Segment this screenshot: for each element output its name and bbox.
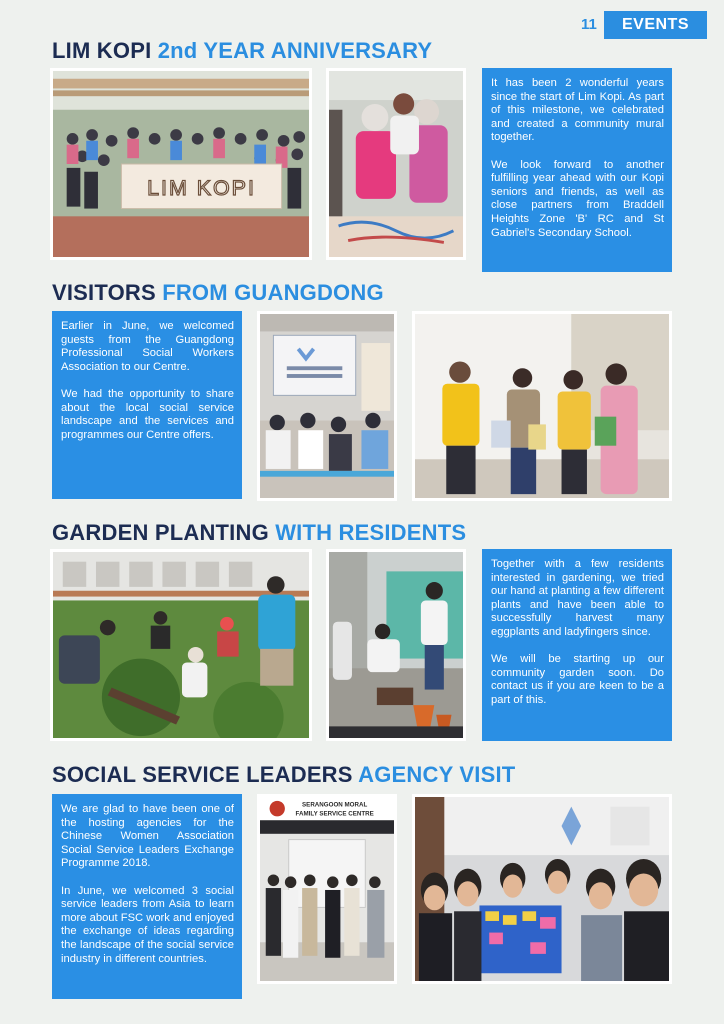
paragraph: Earlier in June, we welcomed guests from the Guangdong Professional Social Workers Association to our Centre. xyxy=(61,320,234,373)
photo-presentation-room xyxy=(257,311,397,501)
paragraph: We will be starting up our community garden soon. Do contact us if you are keen to be a part of this. xyxy=(491,653,664,706)
photo-group-selfie xyxy=(412,794,672,984)
paragraph: In June, we welcomed 3 social service leaders from Asia to learn more about FSC work and enjoyed the exchange of ideas regarding the landscape of the social service industry in different countries. xyxy=(61,884,234,965)
title-blue-part: WITH RESIDENTS xyxy=(275,520,467,545)
photo-centre-entrance xyxy=(257,794,397,984)
section-title-anniversary xyxy=(52,38,432,64)
title-dark-part: VISITORS xyxy=(52,280,163,305)
paragraph: We had the opportunity to share about the local social service landscape and the services and programmes our Centre offers. xyxy=(61,387,234,441)
photo-garden-pots xyxy=(326,549,466,741)
paragraph: It has been 2 wonderful years since the start of Lim Kopi. As part of this milestone, we celebrated and created a community mural together. xyxy=(491,77,664,144)
paragraph: We are glad to have been one of the hosting agencies for the Chinese Women Association Social Service Leaders Exchange Programme 2018. xyxy=(61,803,234,870)
banner-text: LIM KOPI xyxy=(147,176,256,200)
text-garden xyxy=(482,549,672,741)
section-title-visitors xyxy=(52,280,384,306)
title-blue-part: 2nd YEAR ANNIVERSARY xyxy=(157,38,433,63)
text-visitors xyxy=(52,311,242,499)
photo-garden-planting xyxy=(50,549,312,741)
photo-seniors-mural xyxy=(326,68,466,260)
section-tab-events: EVENTS xyxy=(604,11,707,39)
signage-line2: FAMILY SERVICE CENTRE xyxy=(295,810,374,818)
text-leaders xyxy=(52,794,242,999)
signage-line1: SERANGOON MORAL xyxy=(302,801,368,809)
paragraph: We look forward to another fulfilling year ahead with our Kopi seniors and friends, as well as close partners from Braddell Heights Zone 'B' RC and St Gabriel's Secondary School. xyxy=(491,158,664,239)
section-title-garden xyxy=(52,520,466,546)
title-dark-part: GARDEN PLANTING xyxy=(52,520,276,545)
section-title-leaders xyxy=(52,762,515,788)
page-number: 11 xyxy=(581,16,597,33)
paragraph: Together with a few residents interested in gardening, we tried our hand at planting a few different plants and have been able to successfully harvest many eggplants and ladyfingers since. xyxy=(491,558,664,638)
title-dark-part: LIM KOPI xyxy=(52,38,158,63)
photo-gift-exchange xyxy=(412,311,672,501)
title-blue-part: FROM GUANGDONG xyxy=(162,280,384,305)
title-dark-part: SOCIAL SERVICE LEADERS xyxy=(52,762,359,787)
text-anniversary xyxy=(482,68,672,272)
title-blue-part: AGENCY VISIT xyxy=(358,762,516,787)
photo-group-banner xyxy=(50,68,312,260)
